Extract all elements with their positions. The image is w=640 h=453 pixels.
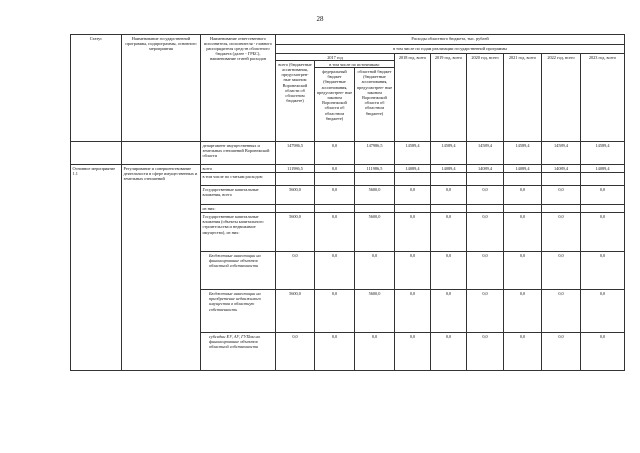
header-2017-total: всего (бюджетные ассигнования, предусмотрен- ные законом Воронежской области об областном бюджете) [276, 61, 315, 142]
cell-value: 5600,0 [355, 213, 395, 252]
cell-value: 0,0 [467, 186, 504, 205]
header-year-2017: 2017 год [276, 54, 395, 61]
header-row-1 [71, 35, 625, 45]
row-executor: Бюджетные инвестиции на финансирование объектов областной собственности [201, 252, 276, 290]
header-2023: 2023 год, всего [581, 54, 625, 142]
table-row [71, 165, 625, 173]
cell-value: 14589,4 [395, 142, 431, 165]
cell-value: 0,0 [504, 213, 542, 252]
cell-value: 0,0 [395, 213, 431, 252]
cell-value: 14089,4 [395, 165, 431, 173]
cell-value: 0,0 [542, 186, 581, 205]
header-2018: 2018 год, всего [395, 54, 431, 142]
page-number: 28 [316, 15, 324, 23]
cell-value: 0,0 [315, 252, 355, 290]
table-row [71, 142, 625, 165]
cell-value: 0,0 [467, 252, 504, 290]
header-2022: 2022 год, всего [542, 54, 581, 142]
cell-value: 0,0 [431, 213, 467, 252]
cell-value: 0,0 [431, 186, 467, 205]
header-regional: областной бюджет (бюджетные ассигнования, предусмотрен- ные законом Воронежской области об областном бюджете) [355, 68, 395, 142]
header-including-years: в том числе по годам реализации государственной программы [276, 45, 625, 54]
row-executor: всего [201, 165, 276, 173]
cell-value: 0,0 [467, 333, 504, 371]
row-program: Регулирование и совершенствование деятельности в сфере имущественных и земельных отношений [122, 165, 201, 371]
cell-value: 111986,5 [355, 165, 395, 173]
cell-value: 0,0 [395, 333, 431, 371]
cell-value: 14089,4 [431, 165, 467, 173]
cell-value: 0,0 [542, 290, 581, 333]
header-2017-sources: в том числе по источникам: [315, 61, 395, 68]
row-executor: департамент имущественных и земельных отношений Воронежской области [201, 142, 276, 165]
cell-value: 0,0 [504, 333, 542, 371]
cell-value: 14589,4 [431, 142, 467, 165]
row-executor: из них: [201, 205, 276, 213]
row-executor: Государственные капитальные вложения, всего [201, 186, 276, 205]
cell-value: 5600,0 [355, 186, 395, 205]
row-executor: Бюджетные инвестиции на приобретение недвижимого имущества в областную собственность [201, 290, 276, 333]
cell-value: 0,0 [581, 186, 625, 205]
cell-value: 14089,4 [581, 165, 625, 173]
header-2020: 2020 год, всего [467, 54, 504, 142]
cell-value: 147986,5 [276, 142, 315, 165]
cell-value: 0,0 [355, 252, 395, 290]
cell-value: 14589,4 [504, 142, 542, 165]
row-status: Основное мероприятие 1.1 [71, 165, 122, 371]
row-executor: в том числе по статьям расходов: [201, 173, 276, 186]
cell-value: 5600,0 [276, 213, 315, 252]
cell-value: 0,0 [581, 290, 625, 333]
cell-value: 0,0 [315, 213, 355, 252]
budget-table [70, 34, 625, 371]
cell-value: 0,0 [581, 333, 625, 371]
cell-value: 0,0 [504, 290, 542, 333]
cell-value: 0,0 [542, 252, 581, 290]
cell-value: 14589,4 [542, 142, 581, 165]
row-executor: Государственные капитальные вложения (объекты капитального строительства и недвижимое имущество), из них: [201, 213, 276, 252]
cell-value: 0,0 [542, 213, 581, 252]
cell-value: 0,0 [431, 290, 467, 333]
cell-value: 0,0 [581, 252, 625, 290]
cell-value: 0,0 [395, 290, 431, 333]
cell-value: 0,0 [355, 333, 395, 371]
cell-value: 5600,0 [276, 290, 315, 333]
cell-value: 0,0 [315, 186, 355, 205]
cell-value: 0,0 [431, 252, 467, 290]
cell-value: 111986,5 [276, 165, 315, 173]
row-executor: субсидии ЕУ, АУ, ГУПам на финансирование объектов областной собственности [201, 333, 276, 371]
header-expenses: Расходы областного бюджета, тыс. рублей [276, 35, 625, 45]
cell-value: 0,0 [431, 333, 467, 371]
header-executor: Наименование ответственного исполнителя, исполнителя - главного распорядителя средств областного бюджета (далее - ГРБС), наименование статей расходов [201, 35, 276, 142]
cell-value: 0,0 [504, 186, 542, 205]
cell-value: 5600,0 [276, 186, 315, 205]
cell-value: 147986,5 [355, 142, 395, 165]
header-2019: 2019 год, всего [431, 54, 467, 142]
cell-value: 0,0 [467, 213, 504, 252]
header-2021: 2021 год, всего [504, 54, 542, 142]
cell-value: 0,0 [276, 252, 315, 290]
cell-value: 14089,4 [504, 165, 542, 173]
cell-value: 0,0 [395, 252, 431, 290]
cell-value: 0,0 [467, 290, 504, 333]
cell-value: 14089,4 [467, 165, 504, 173]
cell-value: 0,0 [315, 333, 355, 371]
cell-value: 14589,4 [581, 142, 625, 165]
cell-value: 5600,0 [355, 290, 395, 333]
header-federal: федеральный бюджет (бюджетные ассигнования, предусмотрен- ные законом Воронежской области об областном бюджете) [315, 68, 355, 142]
cell-value: 14089,4 [542, 165, 581, 173]
header-program-name: Наименование государственной программы, подпрограммы, основного мероприятия [122, 35, 201, 142]
cell-value: 0,0 [315, 142, 355, 165]
cell-value: 0,0 [504, 252, 542, 290]
cell-value: 0,0 [542, 333, 581, 371]
header-status: Статус [71, 35, 122, 142]
cell-value: 0,0 [581, 213, 625, 252]
cell-value: 0,0 [315, 165, 355, 173]
cell-value: 14589,4 [467, 142, 504, 165]
cell-value: 0,0 [315, 290, 355, 333]
cell-value: 0,0 [395, 186, 431, 205]
cell-value: 0,0 [276, 333, 315, 371]
